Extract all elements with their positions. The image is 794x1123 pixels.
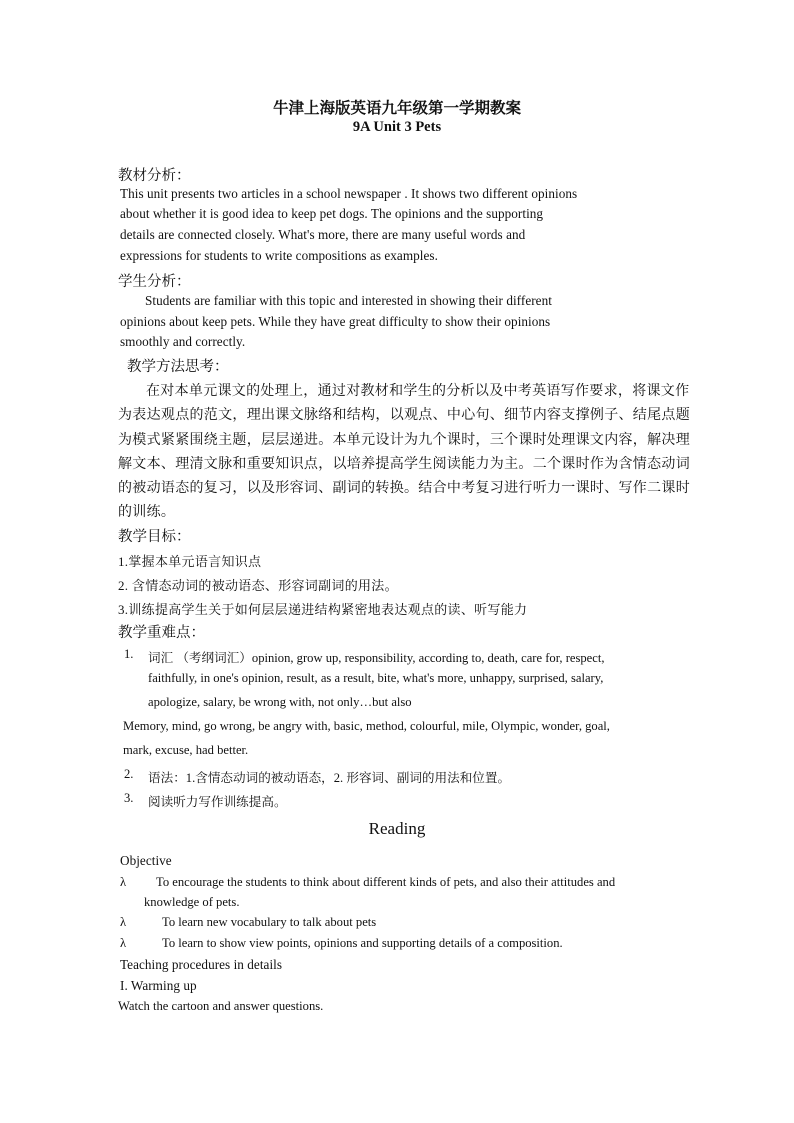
document-title: 牛津上海版英语九年级第一学期教案 — [272, 100, 521, 117]
reading-objective-item: To learn new vocabulary to talk about pets — [162, 915, 377, 929]
material-analysis-line: expressions for students to write compositions as examples. — [120, 248, 438, 263]
key-point-vocab-line: 词汇 （考纲词汇）opinion, grow up, responsibility, according to, death, care for, respect, — [148, 651, 605, 665]
objective-label: Objective — [120, 853, 172, 868]
bullet-symbol: λ — [120, 915, 127, 929]
objective-item: 3.训练提高学生关于如何层层递进结构紧密地表达观点的读、听写能力 — [118, 602, 528, 617]
material-analysis-line: about whether it is good idea to keep pet dogs. The opinions and the supporting — [120, 206, 544, 221]
key-point-number: 3. — [124, 791, 134, 805]
key-point-number: 2. — [124, 767, 134, 781]
teaching-procedures-label: Teaching procedures in details — [120, 957, 283, 972]
student-analysis-line: Students are familiar with this topic and interested in showing their different — [145, 293, 552, 308]
document-subtitle: 9A Unit 3 Pets — [352, 119, 442, 135]
material-analysis-line: details are connected closely. What's more, there are many useful words and — [120, 227, 526, 242]
key-point-skills: 阅读听力写作训练提高。 — [148, 795, 287, 809]
material-analysis-heading: 教材分析： — [118, 168, 191, 184]
reading-heading: Reading — [368, 819, 426, 838]
student-analysis-line: opinions about keep pets. While they have great difficulty to show their opinions — [120, 314, 551, 329]
method-line: 在对本单元课文的处理上，通过对教材和学生的分析以及中考英语写作要求，将课文作 — [146, 384, 690, 399]
method-line: 解文本、理清文脉和重要知识点，以培养提高学生阅读能力为主。二个课时作为含情态动词 — [118, 457, 690, 472]
key-point-vocab-continuation: mark, excuse, had better. — [123, 743, 249, 757]
method-line: 为模式紧紧围绕主题，层层递进。本单元设计为九个课时，三个课时处理课文内容，解决理 — [118, 433, 690, 448]
key-point-vocab-continuation: Memory, mind, go wrong, be angry with, basic, method, colourful, mile, Olympic, wonder, goal, — [123, 719, 610, 733]
objectives-heading: 教学目标： — [118, 529, 191, 545]
key-points-heading: 教学重难点： — [118, 625, 205, 641]
method-line: 的训练。 — [118, 505, 176, 520]
student-analysis-heading: 学生分析： — [118, 274, 191, 290]
warming-up-instruction: Watch the cartoon and answer questions. — [118, 999, 324, 1013]
student-analysis-line: smoothly and correctly. — [120, 334, 246, 349]
bullet-symbol: λ — [120, 936, 127, 950]
method-line: 为表达观点的范文，理出课文脉络和结构，以观点、中心句、细节内容支撑例子、结尾点题 — [118, 408, 690, 423]
reading-objective-item: To learn to show view points, opinions and supporting details of a composition. — [162, 936, 563, 950]
key-point-vocab-line: faithfully, in one's opinion, result, as a result, bite, what's more, unhappy, surprised, salary, — [148, 671, 604, 685]
objective-item: 2. 含情态动词的被动语态、形容词副词的用法。 — [118, 578, 398, 593]
reading-objective-continuation: knowledge of pets. — [144, 895, 240, 909]
bullet-symbol: λ — [120, 875, 127, 889]
method-heading: 教学方法思考： — [127, 359, 229, 375]
key-point-number: 1. — [124, 647, 134, 661]
key-point-grammar: 语法：1.含情态动词的被动语态，2. 形容词、副词的用法和位置。 — [148, 771, 511, 785]
warming-up-label: I. Warming up — [120, 978, 197, 993]
key-point-vocab-line: apologize, salary, be wrong with, not only…but also — [148, 695, 412, 709]
reading-objective-item: To encourage the students to think about different kinds of pets, and also their attitudes and — [156, 875, 616, 889]
method-line: 的被动语态的复习，以及形容词、副词的转换。结合中考复习进行听力一课时、写作二课时 — [118, 481, 690, 496]
objective-item: 1.掌握本单元语言知识点 — [118, 554, 262, 569]
material-analysis-line: This unit presents two articles in a school newspaper . It shows two different opinions — [120, 186, 578, 201]
